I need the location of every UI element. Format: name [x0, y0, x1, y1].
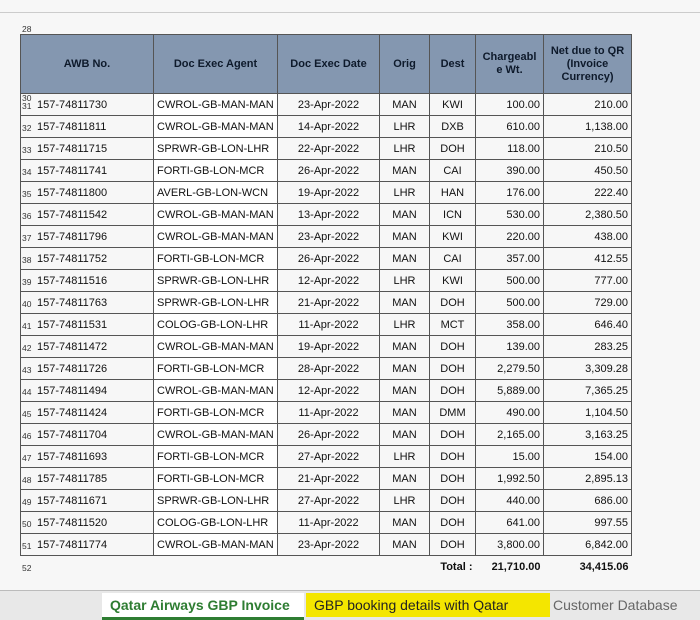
cell-date[interactable]: 11-Apr-2022 — [278, 314, 380, 336]
row-number[interactable]: 40 — [22, 299, 32, 309]
cell-weight[interactable]: 3,800.00 — [476, 534, 544, 556]
row-number[interactable]: 35 — [22, 189, 32, 199]
cell-orig[interactable]: MAN — [380, 204, 430, 226]
cell-date[interactable]: 27-Apr-2022 — [278, 490, 380, 512]
cell-agent[interactable]: CWROL-GB-MAN-MAN — [154, 534, 278, 556]
col-header-date[interactable]: Doc Exec Date — [278, 35, 380, 94]
cell-net[interactable]: 154.00 — [544, 446, 632, 468]
cell-awb[interactable]: 157-74811741 — [21, 160, 154, 182]
cell-dest[interactable]: DOH — [430, 424, 476, 446]
row-number[interactable]: 28 — [22, 24, 32, 34]
table-row — [21, 446, 632, 468]
row-number[interactable]: 42 — [22, 343, 32, 353]
total-net[interactable]: 34,415.06 — [579, 560, 629, 573]
table-row — [21, 468, 632, 490]
cell-net[interactable]: 283.25 — [544, 336, 632, 358]
cell-agent[interactable]: CWROL-GB-MAN-MAN — [154, 116, 278, 138]
cell-net[interactable]: 777.00 — [544, 270, 632, 292]
cell-agent[interactable]: SPRWR-GB-LON-LHR — [154, 490, 278, 512]
cell-dest[interactable]: KWI — [430, 226, 476, 248]
cell-awb[interactable]: 157-74811494 — [21, 380, 154, 402]
cell-orig[interactable]: MAN — [380, 468, 430, 490]
table-row — [21, 248, 632, 270]
row-number[interactable]: 33 — [22, 145, 32, 155]
cell-awb[interactable]: 157-74811472 — [21, 336, 154, 358]
cell-dest[interactable]: DOH — [430, 358, 476, 380]
cell-orig[interactable]: MAN — [380, 358, 430, 380]
row-number[interactable]: 45 — [22, 409, 32, 419]
cell-weight[interactable]: 1,992.50 — [476, 468, 544, 490]
table-row — [21, 226, 632, 248]
cell-date[interactable]: 23-Apr-2022 — [278, 226, 380, 248]
cell-weight[interactable]: 500.00 — [476, 270, 544, 292]
cell-orig[interactable]: LHR — [380, 490, 430, 512]
cell-dest[interactable]: HAN — [430, 182, 476, 204]
col-header-orig[interactable]: Orig — [380, 35, 430, 94]
cell-weight[interactable]: 176.00 — [476, 182, 544, 204]
cell-weight[interactable]: 358.00 — [476, 314, 544, 336]
row-number[interactable]: 43 — [22, 365, 32, 375]
row-number[interactable]: 47 — [22, 453, 32, 463]
row-number[interactable]: 52 — [22, 563, 32, 573]
cell-net[interactable]: 222.40 — [544, 182, 632, 204]
cell-weight[interactable]: 118.00 — [476, 138, 544, 160]
row-number[interactable]: 41 — [22, 321, 32, 331]
cell-dest[interactable]: MCT — [430, 314, 476, 336]
table-row — [21, 138, 632, 160]
row-number[interactable]: 50 — [22, 519, 32, 529]
cell-weight[interactable]: 2,279.50 — [476, 358, 544, 380]
cell-awb[interactable]: 157-74811796 — [21, 226, 154, 248]
table-row — [21, 182, 632, 204]
cell-date[interactable]: 26-Apr-2022 — [278, 424, 380, 446]
cell-orig[interactable]: LHR — [380, 270, 430, 292]
cell-weight[interactable]: 530.00 — [476, 204, 544, 226]
cell-net[interactable]: 1,104.50 — [544, 402, 632, 424]
row-number[interactable]: 48 — [22, 475, 32, 485]
cell-awb[interactable]: 157-74811520 — [21, 512, 154, 534]
cell-agent[interactable]: AVERL-GB-LON-WCN — [154, 182, 278, 204]
cell-dest[interactable]: DOH — [430, 534, 476, 556]
cell-awb[interactable]: 157-74811516 — [21, 270, 154, 292]
cell-date[interactable]: 14-Apr-2022 — [278, 116, 380, 138]
cell-orig[interactable]: MAN — [380, 512, 430, 534]
invoice-table — [20, 34, 632, 577]
cell-date[interactable]: 28-Apr-2022 — [278, 358, 380, 380]
table-row — [21, 314, 632, 336]
cell-awb[interactable]: 157-74811693 — [21, 446, 154, 468]
cell-orig[interactable]: LHR — [380, 138, 430, 160]
cell-date[interactable]: 11-Apr-2022 — [278, 402, 380, 424]
cell-agent[interactable]: CWROL-GB-MAN-MAN — [154, 204, 278, 226]
cell-agent[interactable]: CWROL-GB-MAN-MAN — [154, 336, 278, 358]
cell-agent[interactable]: SPRWR-GB-LON-LHR — [154, 138, 278, 160]
cell-awb[interactable]: 157-74811424 — [21, 402, 154, 424]
cell-date[interactable]: 19-Apr-2022 — [278, 336, 380, 358]
table-row — [21, 490, 632, 512]
cell-awb[interactable]: 157-74811542 — [21, 204, 154, 226]
cell-date[interactable]: 11-Apr-2022 — [278, 512, 380, 534]
cell-dest[interactable]: CAI — [430, 248, 476, 270]
cell-dest[interactable]: DOH — [430, 468, 476, 490]
cell-orig[interactable]: MAN — [380, 380, 430, 402]
row-number[interactable]: 39 — [22, 277, 32, 287]
cell-date[interactable]: 21-Apr-2022 — [278, 468, 380, 490]
cell-dest[interactable]: DOH — [430, 380, 476, 402]
total-row — [21, 556, 632, 578]
cell-date[interactable]: 21-Apr-2022 — [278, 292, 380, 314]
tab-customer-database[interactable]: Customer Database — [553, 597, 678, 613]
row-number[interactable]: 31 — [22, 101, 32, 111]
cell-agent[interactable]: COLOG-GB-LON-LHR — [154, 314, 278, 336]
cell-awb[interactable]: 157-74811800 — [21, 182, 154, 204]
cell-net[interactable]: 729.00 — [544, 292, 632, 314]
row-number[interactable]: 38 — [22, 255, 32, 265]
cell-awb[interactable]: 157-74811531 — [21, 314, 154, 336]
table-row — [21, 512, 632, 534]
cell-dest[interactable]: DOH — [430, 490, 476, 512]
cell-date[interactable]: 12-Apr-2022 — [278, 270, 380, 292]
cell-net[interactable]: 686.00 — [544, 490, 632, 512]
cell-agent[interactable]: CWROL-GB-MAN-MAN — [154, 380, 278, 402]
cell-net[interactable]: 6,842.00 — [544, 534, 632, 556]
cell-orig[interactable]: LHR — [380, 314, 430, 336]
cell-net[interactable]: 3,309.28 — [544, 358, 632, 380]
tab-qatar-airways-gbp-invoice[interactable]: Qatar Airways GBP Invoice — [102, 593, 304, 620]
cell-weight[interactable]: 139.00 — [476, 336, 544, 358]
cell-dest[interactable]: KWI — [430, 94, 476, 116]
cell-net[interactable]: 646.40 — [544, 314, 632, 336]
cell-date[interactable]: 27-Apr-2022 — [278, 446, 380, 468]
cell-weight[interactable]: 357.00 — [476, 248, 544, 270]
col-header-dest[interactable]: Dest — [430, 35, 476, 94]
cell-net[interactable]: 997.55 — [544, 512, 632, 534]
cell-dest[interactable]: ICN — [430, 204, 476, 226]
cell-orig[interactable]: MAN — [380, 424, 430, 446]
table-row — [21, 424, 632, 446]
table-row — [21, 292, 632, 314]
cell-agent[interactable]: COLOG-GB-LON-LHR — [154, 512, 278, 534]
cell-net[interactable]: 412.55 — [544, 248, 632, 270]
cell-dest[interactable]: DOH — [430, 512, 476, 534]
cell-orig[interactable]: MAN — [380, 292, 430, 314]
total-label[interactable]: Total : — [440, 560, 473, 573]
cell-agent[interactable]: FORTI-GB-LON-MCR — [154, 358, 278, 380]
cell-net[interactable]: 2,380.50 — [544, 204, 632, 226]
row-number[interactable]: 44 — [22, 387, 32, 397]
cell-weight[interactable]: 641.00 — [476, 512, 544, 534]
cell-net[interactable]: 210.00 — [544, 94, 632, 116]
cell-agent[interactable]: CWROL-GB-MAN-MAN — [154, 94, 278, 116]
cell-date[interactable]: 26-Apr-2022 — [278, 248, 380, 270]
cell-date[interactable]: 22-Apr-2022 — [278, 138, 380, 160]
cell-orig[interactable]: LHR — [380, 182, 430, 204]
cell-net[interactable]: 7,365.25 — [544, 380, 632, 402]
cell-weight[interactable]: 390.00 — [476, 160, 544, 182]
cell-awb[interactable]: 157-74811671 — [21, 490, 154, 512]
cell-agent[interactable]: FORTI-GB-LON-MCR — [154, 446, 278, 468]
cell-agent[interactable]: FORTI-GB-LON-MCR — [154, 248, 278, 270]
cell-dest[interactable]: KWI — [430, 270, 476, 292]
table-row — [21, 380, 632, 402]
row-number[interactable]: 46 — [22, 431, 32, 441]
cell-awb[interactable]: 157-74811811 — [21, 116, 154, 138]
cell-awb[interactable]: 157-74811763 — [21, 292, 154, 314]
col-header-awb[interactable]: AWB No. — [21, 35, 154, 94]
col-header-net[interactable]: Net due to QR (Invoice Currency) — [544, 35, 632, 94]
cell-agent[interactable]: CWROL-GB-MAN-MAN — [154, 226, 278, 248]
cell-awb[interactable]: 157-74811715 — [21, 138, 154, 160]
cell-date[interactable]: 13-Apr-2022 — [278, 204, 380, 226]
sheet-tabs-bar — [0, 590, 700, 620]
cell-date[interactable]: 26-Apr-2022 — [278, 160, 380, 182]
cell-net[interactable]: 2,895.13 — [544, 468, 632, 490]
col-header-agent[interactable]: Doc Exec Agent — [154, 35, 278, 94]
cell-weight[interactable]: 610.00 — [476, 116, 544, 138]
col-header-weight[interactable]: Chargeabl e Wt. — [476, 35, 544, 94]
table-row — [21, 358, 632, 380]
cell-awb[interactable]: 157-74811785 — [21, 468, 154, 490]
table-row — [21, 534, 632, 556]
cell-agent[interactable]: FORTI-GB-LON-MCR — [154, 468, 278, 490]
cell-weight[interactable]: 2,165.00 — [476, 424, 544, 446]
cell-net[interactable]: 450.50 — [544, 160, 632, 182]
cell-weight[interactable]: 490.00 — [476, 402, 544, 424]
cell-orig[interactable]: MAN — [380, 160, 430, 182]
cell-agent[interactable]: CWROL-GB-MAN-MAN — [154, 424, 278, 446]
cell-dest[interactable]: DOH — [430, 138, 476, 160]
cell-weight[interactable]: 15.00 — [476, 446, 544, 468]
row-number[interactable]: 32 — [22, 123, 32, 133]
cell-date[interactable]: 23-Apr-2022 — [278, 534, 380, 556]
table-row — [21, 116, 632, 138]
cell-orig[interactable]: MAN — [380, 226, 430, 248]
cell-awb[interactable]: 157-74811752 — [21, 248, 154, 270]
row-number[interactable]: 36 — [22, 211, 32, 221]
tab-gbp-booking-details[interactable]: GBP booking details with Qatar — [306, 593, 550, 617]
table-row — [21, 94, 632, 116]
row-number[interactable]: 30 — [22, 93, 32, 103]
grid-line — [0, 12, 700, 13]
cell-date[interactable]: 19-Apr-2022 — [278, 182, 380, 204]
cell-awb[interactable]: 157-74811726 — [21, 358, 154, 380]
cell-dest[interactable]: DMM — [430, 402, 476, 424]
row-number[interactable]: 49 — [22, 497, 32, 507]
empty-cell[interactable] — [21, 556, 430, 578]
cell-orig[interactable]: MAN — [380, 94, 430, 116]
table-row — [21, 336, 632, 358]
table-row — [21, 204, 632, 226]
cell-orig[interactable]: LHR — [380, 116, 430, 138]
cell-net[interactable]: 1,138.00 — [544, 116, 632, 138]
cell-dest[interactable]: DOH — [430, 292, 476, 314]
row-number[interactable]: 51 — [22, 541, 32, 551]
cell-weight[interactable]: 5,889.00 — [476, 380, 544, 402]
cell-net[interactable]: 210.50 — [544, 138, 632, 160]
cell-dest[interactable]: DXB — [430, 116, 476, 138]
row-number[interactable]: 37 — [22, 233, 32, 243]
cell-orig[interactable]: MAN — [380, 336, 430, 358]
header-row — [21, 35, 632, 94]
table-row — [21, 270, 632, 292]
cell-orig[interactable]: MAN — [380, 534, 430, 556]
cell-weight[interactable]: 220.00 — [476, 226, 544, 248]
cell-awb[interactable]: 157-74811704 — [21, 424, 154, 446]
cell-weight[interactable]: 100.00 — [476, 94, 544, 116]
cell-net[interactable]: 3,163.25 — [544, 424, 632, 446]
cell-orig[interactable]: MAN — [380, 248, 430, 270]
cell-dest[interactable]: DOH — [430, 336, 476, 358]
cell-agent[interactable]: FORTI-GB-LON-MCR — [154, 160, 278, 182]
total-weight[interactable]: 21,710.00 — [491, 560, 541, 573]
cell-date[interactable]: 23-Apr-2022 — [278, 94, 380, 116]
cell-agent[interactable]: FORTI-GB-LON-MCR — [154, 402, 278, 424]
table-row — [21, 402, 632, 424]
cell-agent[interactable]: SPRWR-GB-LON-LHR — [154, 270, 278, 292]
cell-date[interactable]: 12-Apr-2022 — [278, 380, 380, 402]
cell-weight[interactable]: 440.00 — [476, 490, 544, 512]
cell-awb[interactable]: 157-74811774 — [21, 534, 154, 556]
row-number[interactable]: 34 — [22, 167, 32, 177]
cell-dest[interactable]: CAI — [430, 160, 476, 182]
cell-weight[interactable]: 500.00 — [476, 292, 544, 314]
cell-dest[interactable]: DOH — [430, 446, 476, 468]
cell-net[interactable]: 438.00 — [544, 226, 632, 248]
cell-orig[interactable]: LHR — [380, 446, 430, 468]
table-row — [21, 160, 632, 182]
cell-agent[interactable]: SPRWR-GB-LON-LHR — [154, 292, 278, 314]
cell-orig[interactable]: MAN — [380, 402, 430, 424]
cell-awb[interactable]: 157-74811730 — [21, 94, 154, 116]
